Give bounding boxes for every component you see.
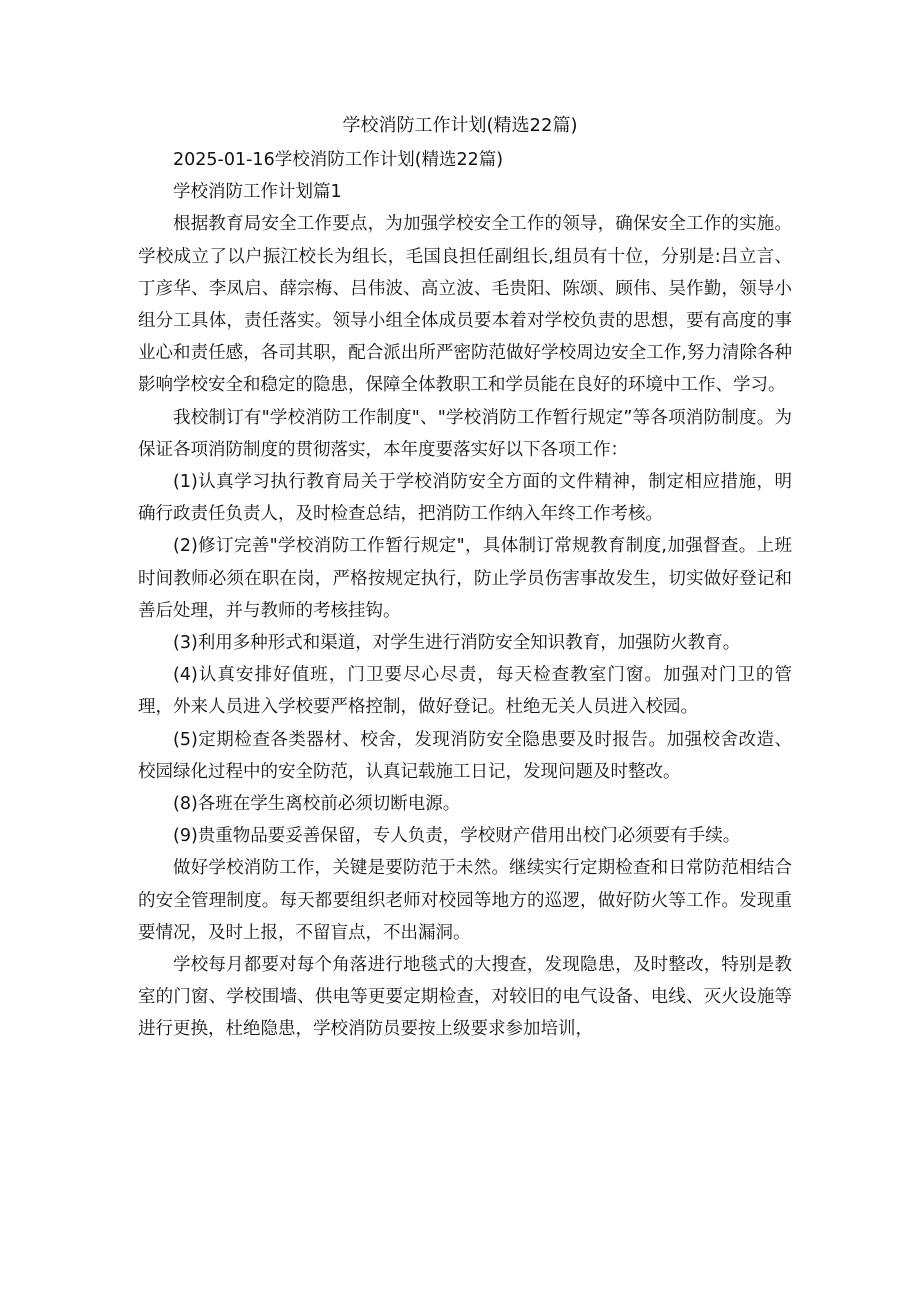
body-paragraph: 学校每月都要对每个角落进行地毯式的大搜查，发现隐患，及时整改，特别是教室的门窗、学校围墙、供电等更要定期检查，对较旧的电气设备、电线、灭火设施等进行更换，杜绝隐患，学校消防员要按上级要求参加培训， [138, 955, 792, 1040]
body-paragraph: (1)认真学习执行教育局关于学校消防安全方面的文件精神，制定相应措施，明确行政责任负责人，及时检查总结，把消防工作纳入年终工作考核。 [138, 472, 792, 525]
body-paragraph: 我校制订有"学校消防工作制度"、"学校消防工作暂行规定”等各项消防制度。为保证各项消防制度的贯彻落实，本年度要落实好以下各项工作： [138, 407, 792, 460]
body-paragraph: (9)贵重物品要妥善保留，专人负责，学校财产借用出校门必须要有手续。 [173, 826, 741, 847]
body-paragraph: 根据教育局安全工作要点，为加强学校安全工作的领导，确保安全工作的实施。学校成立了以户振江校长为组长，毛国良担任副组长,组员有十位，分别是:吕立言、丁彦华、李凤启、薛宗梅、吕伟波、高立波、毛贵阳、陈颂、顾伟、吴作勤，领导小组分工具体，责任落实。领导小组全体成员要本着对学校负责的思想，要有高度的事业心和责任感，各司其职，配合派出所严密防范做好学校周边安全工作,努力清除各种影响学校安全和稳定的隐患，保障全体教职工和学员能在良好的环境中工作、学习。 [138, 214, 792, 396]
body-paragraph: (2)修订完善"学校消防工作暂行规定"，具体制订常规教育制度,加强督查。上班时间教师必须在职在岗，严格按规定执行，防止学员伤害事故发生，切实做好登记和善后处理，并与教师的考核挂钩。 [138, 536, 792, 621]
section-heading: 学校消防工作计划篇1 [173, 182, 342, 203]
body-paragraph: (8)各班在学生离校前必须切断电源。 [173, 794, 461, 815]
body-paragraph: (5)定期检查各类器材、校舍，发现消防安全隐患要及时报告。加强校舍改造、校园绿化过程中的安全防范，认真记载施工日记，发现问题及时整改。 [138, 729, 792, 782]
body-paragraph: (4)认真安排好值班，门卫要尽心尽责，每天检查教室门窗。加强对门卫的管理，外来人员进入学校要严格控制，做好登记。杜绝无关人员进入校园。 [138, 665, 792, 718]
body-paragraph: 做好学校消防工作，关键是要防范于未然。继续实行定期检查和日常防范相结合的安全管理制度。每天都要组织老师对校园等地方的巡逻，做好防火等工作。发现重要情况，及时上报，不留盲点，不出漏洞。 [138, 858, 792, 943]
date-line: 2025-01-16学校消防工作计划(精选22篇) [173, 150, 504, 170]
body-paragraph: (3)利用多种形式和渠道，对学生进行消防安全知识教育，加强防火教育。 [173, 633, 741, 654]
document-title: 学校消防工作计划(精选22篇) [342, 115, 578, 136]
document-body [138, 144, 792, 1046]
